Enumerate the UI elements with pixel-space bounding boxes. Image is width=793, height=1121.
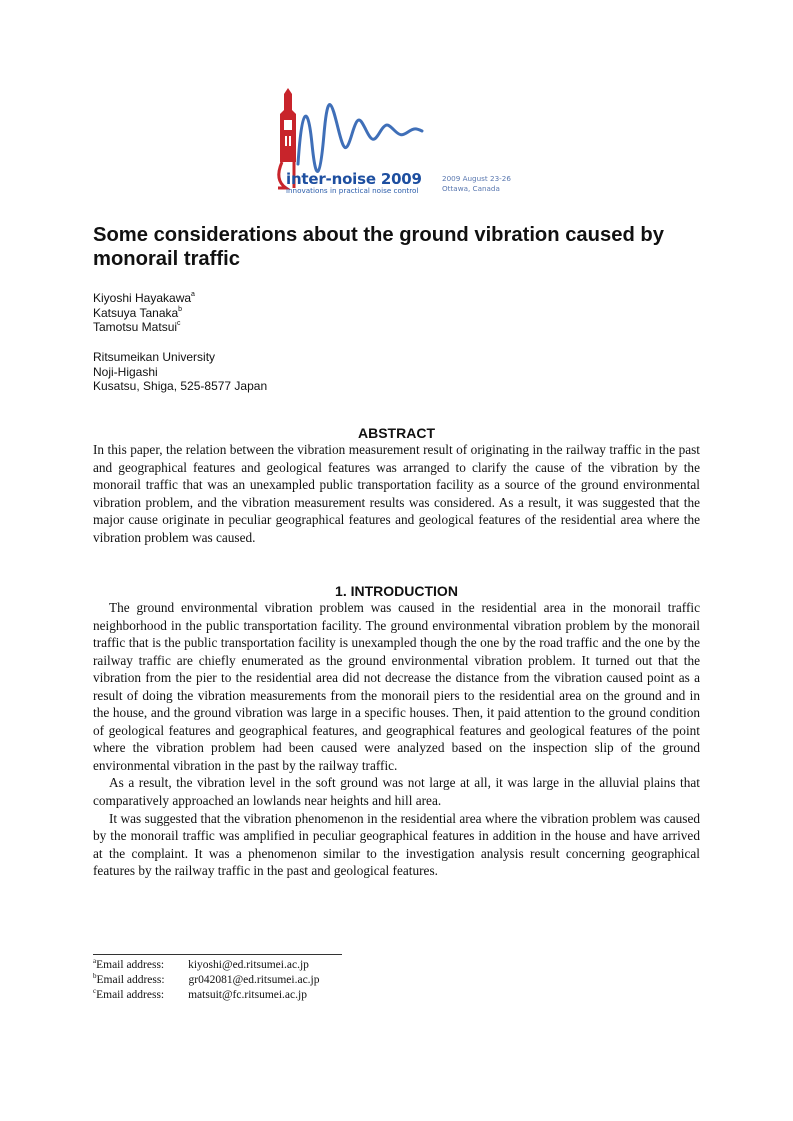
footnotes: [93, 958, 320, 1003]
footnote-label: Email address:: [96, 989, 165, 1001]
author-list: [93, 291, 195, 335]
footnote: [93, 973, 320, 988]
footnote-mark: a: [93, 957, 97, 965]
introduction-body: [93, 599, 700, 880]
conference-date: 2009 August 23-26: [442, 174, 511, 183]
introduction-paragraph: As a result, the vibration level in the soft ground was not large at all, it was large in the alluvial plains that comparatively approached an lowlands near heights and hill area.: [93, 775, 700, 809]
introduction-paragraph: It was suggested that the vibration phenomenon in the residential area where the vibration problem was caused by the monorail traffic was amplified in peculiar geographical features in addition in the house and have arrived at the complaint. It was a phenomenon similar to the investigation analysis result concerning geographical features by the railway traffic in the past and geological features.: [93, 810, 700, 879]
author-name: Tamotsu Matsui: [93, 320, 178, 335]
author-name: Katsuya Tanaka: [93, 305, 179, 320]
footnote-mark: b: [93, 972, 97, 980]
author-mark: a: [191, 291, 195, 298]
introduction-heading: 1. INTRODUCTION: [335, 583, 458, 599]
footnote-label: Email address:: [96, 974, 165, 986]
conference-date-location: [442, 174, 511, 194]
abstract-body: [93, 441, 700, 546]
conference-location: Ottawa, Canada: [442, 184, 500, 193]
author-mark: b: [178, 305, 183, 313]
author: [93, 291, 195, 306]
author: [93, 306, 195, 321]
author: [93, 320, 195, 335]
footnote-label: Email address:: [96, 959, 165, 971]
affiliation: [93, 350, 267, 394]
footnote-separator: [93, 954, 342, 955]
footnote: [93, 988, 320, 1003]
author-mark: c: [177, 320, 181, 328]
affiliation-line: Noji-Higashi: [93, 364, 158, 379]
abstract-heading: ABSTRACT: [358, 425, 435, 441]
email-address: gr042081@ed.ritsumei.ac.jp: [188, 974, 320, 986]
footnote: [93, 958, 320, 973]
footnote-mark: c: [93, 987, 97, 995]
email-address: matsuit@fc.ritsumei.ac.jp: [188, 989, 307, 1001]
introduction-paragraph: The ground environmental vibration problem was caused in the residential area in the monorail traffic neighborhood in the public transportation facility. The ground environmental vibration problem by the monorail traffic that is the public transportation facility is unexampled though the one by the road traffic and the one by the railway traffic are chiefly enumerated as the ground environmental vibration problem. It turned out that the vibration from the pier to the residential area did not decrease the distance from the vibration caused point as a result of doing the vibration measurements from the monorail piers to the residential area on the ground and in the house, and the ground vibration was large in a specific houses. Then, it paid attention to the ground condition of geological features and geographical features, and geographical features and geological features of the point where the vibration problem had been caused were analyzed based on the inspection slip of the ground environmental vibration in the past by the railway traffic.: [93, 600, 700, 773]
logo-subtitle: innovations in practical noise control: [286, 186, 419, 195]
affiliation-line: Ritsumeikan University: [93, 350, 216, 364]
affiliation-line: Kusatsu, Shiga, 525-8577 Japan: [93, 379, 268, 394]
paper-title: Some considerations about the ground vibration caused by monorail traffic: [93, 224, 664, 270]
sound-wave-icon: [298, 105, 422, 172]
author-name: Kiyoshi Hayakawa: [93, 291, 192, 305]
email-address: kiyoshi@ed.ritsumei.ac.jp: [188, 959, 309, 971]
logo-title: inter-noise 2009: [286, 170, 422, 188]
abstract-paragraph: In this paper, the relation between the vibration measurement result of originating in the railway traffic in the past and geographical features and geological features was arranged to clarify the cause of the vibration by the monorail traffic that was an unexampled public transportation facility as a source of the ground environmental vibration problem, and the vibration measurement results was considered. As a result, it was suggested that the major cause originate in peculiar geographical features and geological features of the residential area where the vibration problem was caused.: [93, 442, 700, 545]
